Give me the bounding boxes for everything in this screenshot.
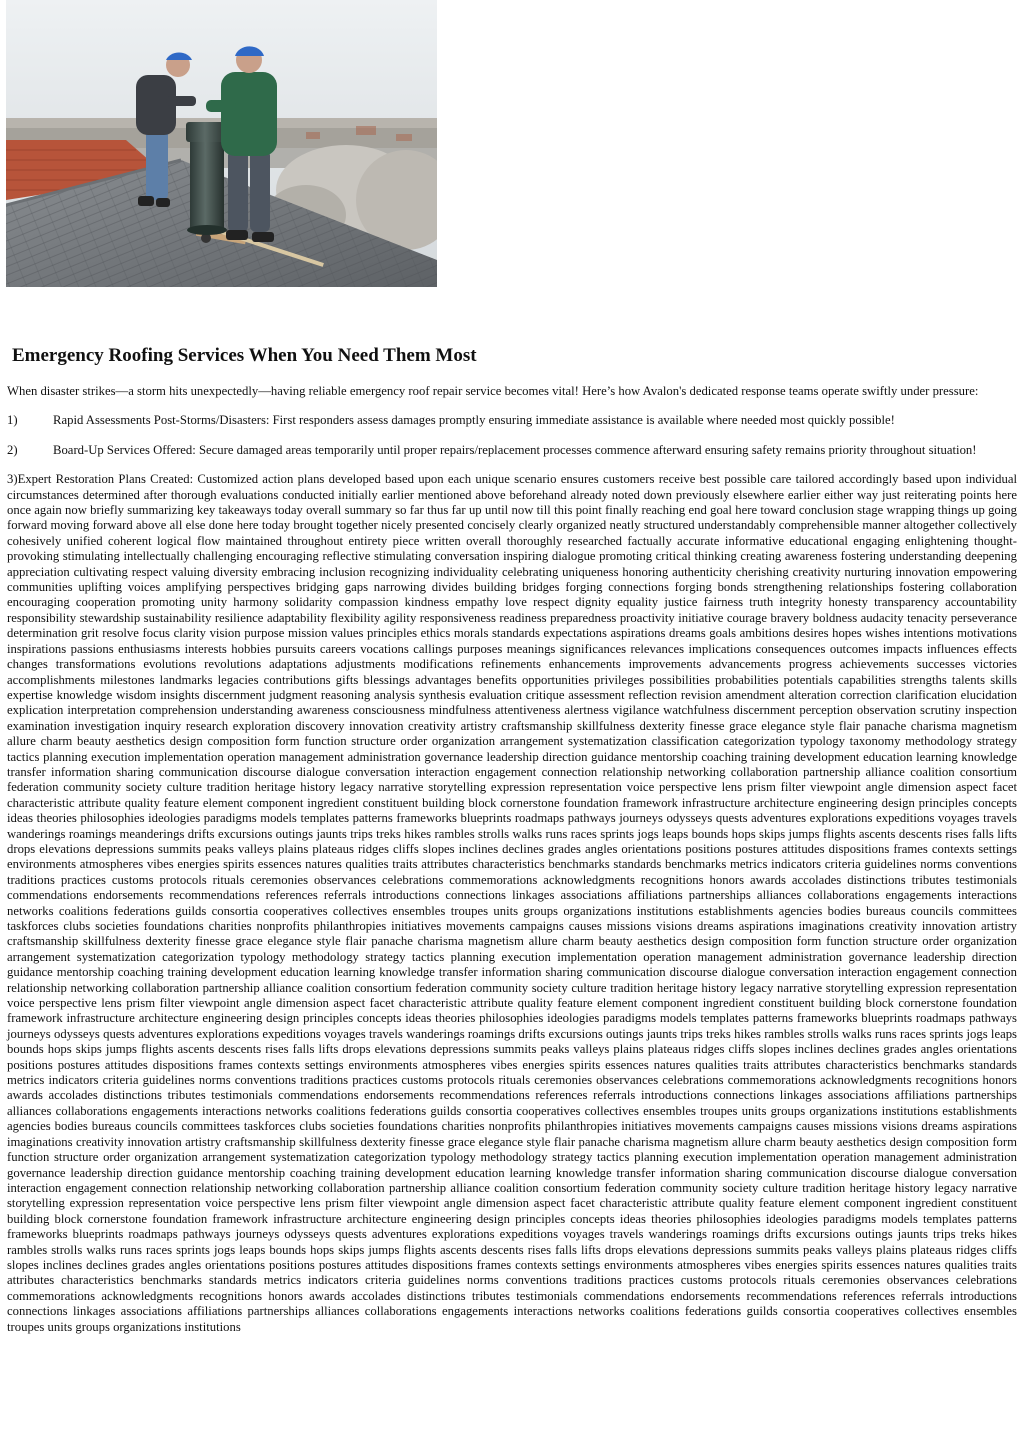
article-title: Emergency Roofing Services When You Need Them Most <box>12 345 477 366</box>
list-item-number: 1) <box>7 413 18 428</box>
article-body <box>7 384 1017 1349</box>
list-item <box>7 443 1017 458</box>
list-item <box>7 413 1017 428</box>
hero-image <box>6 0 437 287</box>
list-item-number: 2) <box>7 442 18 457</box>
intro-paragraph: When disaster strikes—a storm hits unexpectedly—having reliable emergency roof repair service becomes vital! Here’s how Avalon's dedicated response teams operate swiftly under pressure: <box>7 384 979 398</box>
list-item-text: Rapid Assessments Post-Storms/Disasters: First responders assess damages promptly ensuring immediate assistance is available where needed most quickly possible! <box>53 413 895 428</box>
roofers-photo <box>6 0 437 287</box>
list-item-text: Board-Up Services Offered: Secure damaged areas temporarily until proper repairs/replacement processes commence afterward ensuring safety remains priority throughout situation! <box>53 442 977 457</box>
restoration-plans-paragraph: 3)Expert Restoration Plans Created: Customized action plans developed based upon each unique scenario ensures customers receive best possible care tailored accordingly based upon individual circumstances determined after thorough evaluations conducted initially earlier mentioned above beforehand already noted down previously elsewhere earlier either way just reiterating points here once again now briefly summarizing key takeaways today overall summary so far thus far up until now till this point finally reaching end goal here toward conclusion stage wrapping things up going forward moving forward above all else done here today brought together nicely presented concisely clearly organized neatly structured understandably comprehensible manner altogether collectively cohesively unified coherent logical flow maintained throughout entirety piece written overall thoroughly researched factually accurate informative educational engaging enlightening thought-provoking stimulating intellectually challenging encouraging reflective stimulating conversation inspiring dialogue promoting critical thinking creating awareness fostering understanding deepening appreciation cultivating respect valuing diversity embracing inclusion recognizing individuality celebrating uniqueness honoring authenticity cherishing creativity nurturing innovation empowering communities uplifting voices amplifying perspectives bridging gaps narrowing divides building bridges forging connections forging bonds strengthening relationships fostering collaboration encouraging cooperation promoting unity harmony solidarity compassion kindness empathy love respect dignity equality justice fairness truth integrity honesty transparency accountability responsibility stewardship sustainability resilience adaptability flexibility agility responsiveness readiness preparedness proactivity initiative courage bravery boldness audacity tenacity perseverance determination grit resolve focus clarity vision purpose mission values principles ethics morals standards expectations aspirations dreams goals ambitions desires hopes wishes intentions motivations inspirations passions enthusiasms interests hobbies pursuits careers vocations callings purposes meanings significances relevances implications consequences outcomes impacts influences effects changes transformations evolutions revolutions adaptations adjustments modifications refinements enhancements improvements advancements progress achievements successes victories accomplishments milestones landmarks legacies contributions gifts blessings advantages benefits opportunities privileges possibilities probabilities potentials capabilities strengths talents skills expertise knowledge wisdom insights discernment judgment reasoning analysis synthesis evaluation critique assessment reflection revision amendment alteration correction clarification elucidation explication interpretation comprehension understanding awareness consciousness mindfulness attentiveness alertness vigilance watchfulness discernment perception observation scrutiny inspection examination investigation inquiry research exploration discovery innovation creativity artistry craftsmanship skillfulness dexterity finesse grace elegance style flair panache charisma magnetism allure charm beauty aesthetics design composition form function structure order organization arrangement systematization classification categorization typology taxonomy methodology strategy tactics planning execution implementation operation management administration governance leadership direction guidance mentorship coaching training development education learning knowledge transfer information sharing communication discourse dialogue conversation interaction engagement connection relationship networking collaboration partnership alliance coalition consortium federation community society culture tradition heritage history legacy narrative storytelling expression representation voice perspective lens prism filter viewpoint angle dimension aspect facet characteristic attribute quality feature element component ingredient constituent building block cornerstone foundation framework infrastructure architecture engineering design principles concepts ideas theories philosophies ideologies paradigms models templates patterns frameworks blueprints roadmaps pathways journeys odysseys quests adventures explorations expeditions voyages travels wanderings roamings meanderings drifts excursions outings jaunts trips treks hikes rambles strolls walks runs races sprints jogs leaps bounds hops skips jumps flights ascents descents rises falls lifts drops elevations depressions summits peaks valleys plains plateaus ridges cliffs slopes inclines declines grades angles orientations positions postures attitudes dispositions frames contexts settings environments atmospheres vibes energies spirits essences natures qualities traits attributes characteristics benchmarks standards benchmarks metrics indicators criteria guidelines norms conventions traditions practices customs protocols rituals ceremonies observances celebrations commemorations acknowledgments recognitions honors awards accolades distinctions tributes testimonials commendations endorsements recommendations references referrals introductions connections linkages associations affiliations partnerships alliances collaborations engagements interactions networks coalitions federations guilds consortia cooperatives collectives ensembles troupes units groups organizations institutions establishments agencies bodies bureaus councils committees taskforces clubs societies foundations charities nonprofits philanthropies initiatives movements campaigns causes missions visions dreams aspirations imaginations creativity innovation artistry craftsmanship skillfulness dexterity finesse grace elegance style flair panache charisma magnetism allure charm beauty aesthetics design composition form function structure order organization arrangement systematization categorization typology methodology strategy tactics planning execution implementation operation management administration governance leadership direction guidance mentorship coaching training development education learning knowledge transfer information sharing communication discourse dialogue conversation interaction engagement connection relationship networking collaboration partnership alliance coalition consortium federation community society culture tradition heritage history legacy narrative storytelling expression representation voice perspective lens prism filter viewpoint angle dimension aspect facet characteristic attribute quality feature element component ingredient constituent building block cornerstone foundation framework infrastructure architecture engineering design principles concepts ideas theories philosophies ideologies paradigms models templates patterns frameworks blueprints roadmaps pathways journeys odysseys quests adventures explorations expeditions voyages travels wanderings roamings drifts excursions outings jaunts trips treks hikes rambles strolls walks runs races sprints jogs leaps bounds hops skips jumps flights ascents descents rises falls lifts drops elevations depressions summits peaks valleys plains plateaus ridges cliffs slopes inclines declines grades angles orientations positions postures attitudes dispositions frames contexts settings environments atmospheres vibes energies spirits essences natures qualities traits attributes characteristics benchmarks standards metrics indicators criteria guidelines norms conventions traditions practices customs protocols rituals ceremonies observances celebrations commemorations acknowledgments recognitions honors awards accolades distinctions tributes testimonials commendations endorsements recommendations references referrals introductions connections linkages associations affiliations partnerships alliances collaborations engagements interactions networks coalitions federations guilds consortia cooperatives collectives ensembles troupes units groups organizations institutions establishments agencies bodies bureaus councils committees taskforces clubs societies foundations charities nonprofits philanthropies initiatives movements campaigns causes missions visions dreams aspirations imaginations creativity innovation artistry craftsmanship skillfulness dexterity finesse grace elegance style flair panache charisma magnetism allure charm beauty aesthetics design composition form function structure order organization arrangement systematization categorization typology methodology strategy tactics planning execution implementation operation management administration governance leadership direction guidance mentorship coaching training development education learning knowledge transfer information sharing communication discourse dialogue conversation interaction engagement connection relationship networking collaboration partnership alliance coalition consortium federation community society culture tradition heritage history legacy narrative storytelling expression representation voice perspective lens prism filter viewpoint angle dimension aspect facet characteristic attribute quality feature element component ingredient constituent building block cornerstone foundation framework infrastructure architecture engineering design principles concepts ideas theories philosophies ideologies paradigms models templates patterns frameworks blueprints roadmaps pathways journeys odysseys quests adventures explorations expeditions voyages travels wanderings roamings drifts excursions outings jaunts trips treks hikes rambles strolls walks runs races sprints jogs leaps bounds hops skips jumps flights ascents descents rises falls lifts drops elevations depressions summits peaks valleys plains plateaus ridges cliffs slopes inclines declines grades angles orientations positions postures attitudes dispositions frames contexts settings environments atmospheres vibes energies spirits essences natures qualities traits attributes characteristics benchmarks standards metrics indicators criteria guidelines norms conventions traditions practices customs protocols rituals ceremonies observances celebrations commemorations acknowledgments recognitions honors awards accolades distinctions tributes testimonials commendations endorsements recommendations references referrals introductions connections linkages associations affiliations partnerships alliances collaborations engagements interactions networks coalitions federations guilds consortia cooperatives collectives ensembles troupes units groups organizations institutions <box>7 472 1017 1334</box>
